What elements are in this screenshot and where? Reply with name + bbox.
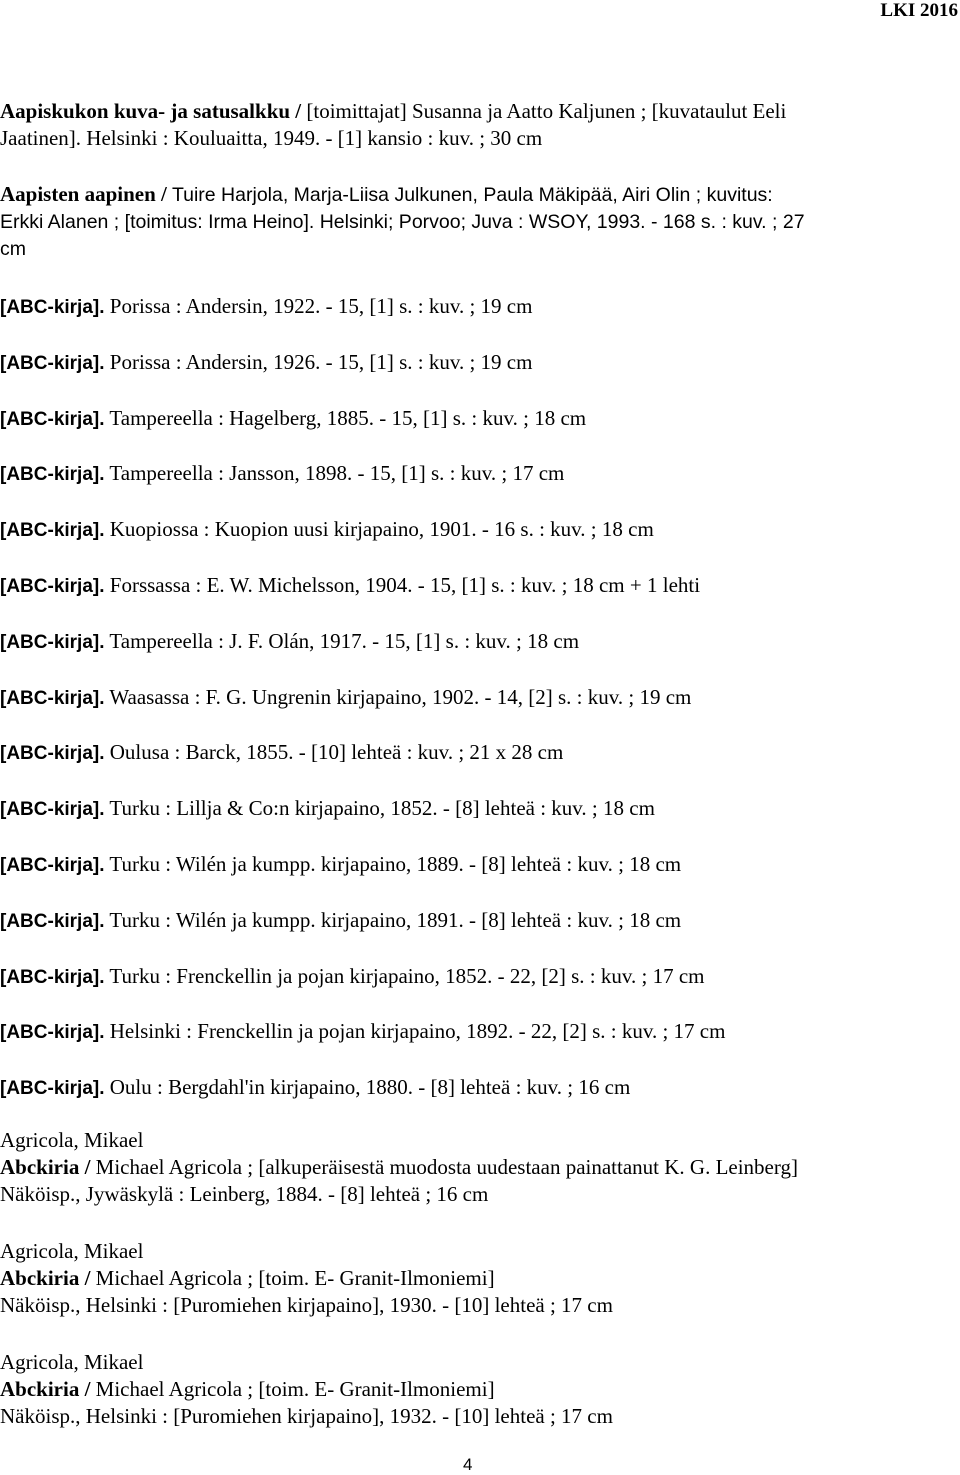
entry-title: [ABC-kirja]. bbox=[0, 520, 105, 542]
entry-text: Turku : Wilén ja kumpp. kirjapaino, 1891. - [8] lehteä : kuv. ; 18 cm bbox=[104, 907, 682, 932]
entry-line bbox=[0, 98, 958, 125]
agricola-entry bbox=[0, 1349, 958, 1430]
abc-entry bbox=[0, 1018, 958, 1046]
entry-text: Turku : Frenckellin ja pojan kirjapaino, 1852. - 22, [2] s. : kuv. ; 17 cm bbox=[104, 963, 705, 988]
entry-line: Jaatinen]. Helsinki : Kouluaitta, 1949. - [1] kansio : kuv. ; 30 cm bbox=[0, 126, 543, 150]
entry-title: Abckiria / bbox=[0, 1377, 91, 1401]
entry-line: Erkki Alanen ; [toimitus: Irma Heino]. Helsinki; Porvoo; Juva : WSOY, 1993. - 168 s. : kuv. ; 27 bbox=[0, 211, 805, 233]
entry-title: [ABC-kirja]. bbox=[0, 966, 105, 988]
abc-entry bbox=[0, 572, 958, 600]
entry-text: Michael Agricola ; [toim. E- Granit-Ilmoniemi] bbox=[90, 1266, 495, 1290]
entry-imprint: Näköisp., Helsinki : [Puromiehen kirjapaino], 1932. - [10] lehteä ; 17 cm bbox=[0, 1404, 613, 1428]
entry-imprint: Näköisp., Jywäskylä : Leinberg, 1884. - [8] lehteä ; 16 cm bbox=[0, 1182, 489, 1206]
entry-text: Oulusa : Barck, 1855. - [10] lehteä : kuv. ; 21 x 28 cm bbox=[104, 740, 564, 765]
entry-text: Waasassa : F. G. Ungrenin kirjapaino, 1902. - 14, [2] s. : kuv. ; 19 cm bbox=[104, 684, 692, 709]
entry-title: [ABC-kirja]. bbox=[0, 297, 105, 318]
entry-text: Tuire Harjola, Marja-Liisa Julkunen, Paula Mäkipää, Airi Olin ; kuvitus: bbox=[166, 184, 773, 206]
entry-text: Tampereella : Jansson, 1898. - 15, [1] s. : kuv. ; 17 cm bbox=[104, 461, 565, 486]
agricola-entry bbox=[0, 1127, 958, 1208]
abc-entry bbox=[0, 516, 958, 544]
abc-entry bbox=[0, 349, 958, 377]
entry-text: Kuopiossa : Kuopion uusi kirjapaino, 1901. - 16 s. : kuv. ; 18 cm bbox=[104, 517, 654, 542]
entry-line bbox=[0, 1265, 958, 1292]
entry-text: Porissa : Andersin, 1926. - 15, [1] s. : kuv. ; 19 cm bbox=[104, 349, 533, 374]
abc-entry bbox=[0, 460, 958, 488]
entry-title: [ABC-kirja]. bbox=[0, 576, 105, 597]
entry-title: Abckiria / bbox=[0, 1266, 91, 1290]
entry-text: Helsinki : Frenckellin ja pojan kirjapaino, 1892. - 22, [2] s. : kuv. ; 17 cm bbox=[104, 1019, 726, 1044]
entry-author: Agricola, Mikael bbox=[0, 1128, 144, 1152]
abc-entry bbox=[0, 684, 958, 712]
entry-title: Aapiskukon kuva- ja satusalkku / bbox=[0, 99, 302, 123]
entry-text: Michael Agricola ; [toim. E- Granit-Ilmoniemi] bbox=[90, 1377, 495, 1401]
entry-text: [toimittajat] Susanna ja Aatto Kaljunen ; [kuvataulut Eeli bbox=[301, 99, 787, 123]
entry-title: [ABC-kirja]. bbox=[0, 1078, 105, 1100]
entry-author: Agricola, Mikael bbox=[0, 1239, 144, 1263]
entry-line: cm bbox=[0, 238, 26, 260]
abc-entry bbox=[0, 628, 958, 656]
entry-line bbox=[0, 1154, 958, 1181]
abc-entry bbox=[0, 795, 958, 823]
catalog-entry bbox=[0, 98, 958, 152]
entry-text: Porissa : Andersin, 1922. - 15, [1] s. : kuv. ; 19 cm bbox=[104, 294, 533, 318]
entry-line bbox=[0, 1376, 958, 1403]
entry-title: Abckiria / bbox=[0, 1155, 91, 1179]
catalog-entry bbox=[0, 181, 958, 263]
entry-title: [ABC-kirja]. bbox=[0, 910, 105, 932]
abc-entry bbox=[0, 963, 958, 991]
abc-entry bbox=[0, 1074, 958, 1102]
entry-text: Tampereella : Hagelberg, 1885. - 15, [1] s. : kuv. ; 18 cm bbox=[104, 405, 587, 430]
entry-imprint: Näköisp., Helsinki : [Puromiehen kirjapaino], 1930. - [10] lehteä ; 17 cm bbox=[0, 1293, 613, 1317]
entry-text: Oulu : Bergdahl'in kirjapaino, 1880. - [8] lehteä : kuv. ; 16 cm bbox=[104, 1075, 631, 1100]
entry-text: Tampereella : J. F. Olán, 1917. - 15, [1] s. : kuv. ; 18 cm bbox=[104, 628, 580, 653]
abc-entry bbox=[0, 851, 958, 879]
entry-title: [ABC-kirja]. bbox=[0, 631, 105, 653]
entry-title: [ABC-kirja]. bbox=[0, 352, 105, 374]
agricola-entry bbox=[0, 1238, 958, 1319]
entry-author: Agricola, Mikael bbox=[0, 1350, 144, 1374]
abc-entry bbox=[0, 907, 958, 935]
entry-title: [ABC-kirja]. bbox=[0, 799, 105, 821]
page-number: 4 bbox=[463, 1455, 473, 1474]
entry-title: [ABC-kirja]. bbox=[0, 464, 105, 486]
entry-title: [ABC-kirja]. bbox=[0, 743, 105, 765]
header-tag: LKI 2016 bbox=[880, 0, 958, 21]
abc-entry bbox=[0, 405, 958, 433]
entry-line bbox=[0, 181, 958, 209]
entry-title: [ABC-kirja]. bbox=[0, 687, 105, 709]
entry-text: Michael Agricola ; [alkuperäisestä muodosta uudestaan painattanut K. G. Leinberg] bbox=[90, 1155, 798, 1179]
entry-title: [ABC-kirja]. bbox=[0, 408, 105, 430]
entry-title: [ABC-kirja]. bbox=[0, 1022, 105, 1044]
entry-title: Aapisten aapinen / bbox=[0, 182, 167, 206]
entry-text: Forssassa : E. W. Michelsson, 1904. - 15, [1] s. : kuv. ; 18 cm + 1 lehti bbox=[104, 573, 701, 597]
abc-entry bbox=[0, 293, 958, 321]
entry-text: Turku : Lillja & Co:n kirjapaino, 1852. - [8] lehteä : kuv. ; 18 cm bbox=[104, 796, 655, 821]
entry-text: Turku : Wilén ja kumpp. kirjapaino, 1889. - [8] lehteä : kuv. ; 18 cm bbox=[104, 852, 682, 876]
entry-title: [ABC-kirja]. bbox=[0, 855, 105, 876]
abc-entry bbox=[0, 739, 958, 767]
